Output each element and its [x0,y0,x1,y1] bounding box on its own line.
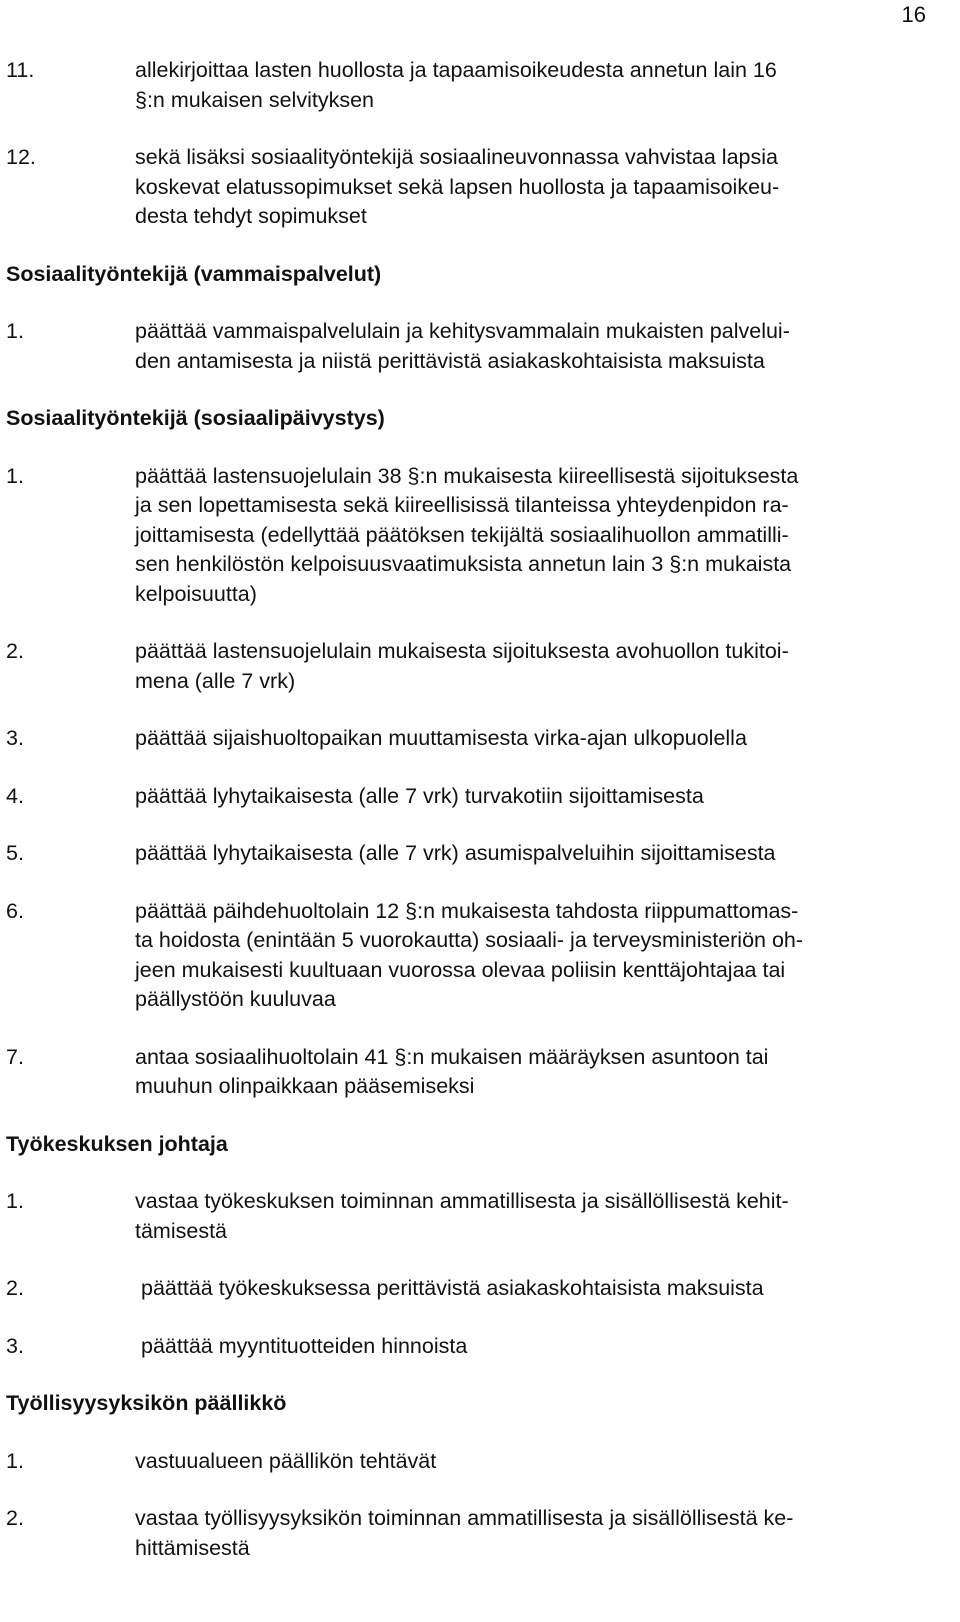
item-number: 12. [6,145,36,169]
list-item [6,1332,936,1362]
item-text: päättää sijaishuoltopaikan muuttamisesta virka-ajan ulkopuolella [135,726,747,750]
item-number: 2. [6,1506,24,1530]
item-text: päättää lyhytaikaisesta (alle 7 vrk) turvakotiin sijoittamisesta [135,783,704,808]
item-text: vastaa työkeskuksen toiminnan ammatillisesta ja sisällöllisestä kehit- tämisestä [135,1189,789,1243]
section-heading: Sosiaalityöntekijä (vammaispalvelut) [6,261,382,286]
item-text: päättää myyntituotteiden hinnoista [141,1333,468,1358]
section-heading: Työllisyysyksikön päällikkö [6,1391,287,1415]
list-item [6,782,936,812]
item-text: sekä lisäksi sosiaalityöntekijä sosiaalineuvonnassa vahvistaa lapsia koskevat elatussopimukset sekä lapsen huollosta ja tapaamisoikeu- desta tehdyt sopimukset [135,145,780,228]
item-text: päättää lastensuojelulain 38 §:n mukaisesta kiireellisestä sijoituksesta ja sen lopettamisesta sekä kiireellisissä tilanteissa yhteydenpidon ra- joittamisesta (edellyttää päätöksen tekijältä sosiaalihuollon ammatilli- sen henkilöstön kelpoisuusvaatimuksista annetun lain 3 §:n mukaista kelpoisuutta) [135,463,799,606]
list-item [6,637,936,696]
item-number: 11. [6,58,35,82]
item-number: 3. [6,726,24,750]
item-text: antaa sosiaalihuoltolain 41 §:n mukaisen määräyksen asuntoon tai muuhun olinpaikkaan pääsemiseksi [135,1044,769,1098]
page-number: 16 [901,2,926,27]
item-text: vastaa työllisyysyksikön toiminnan ammatillisesta ja sisällöllisestä ke- hittämisestä [135,1506,794,1560]
list-item [6,56,936,115]
list-item [6,1447,936,1477]
document-body [6,56,936,1591]
list-item [6,1504,936,1563]
item-text: päättää lyhytaikaisesta (alle 7 vrk) asumispalveluihin sijoittamisesta [135,841,776,865]
item-number: 1. [6,319,24,343]
list-item [6,1187,936,1246]
item-text: vastuualueen päällikön tehtävät [135,1448,437,1473]
section-heading: Sosiaalityöntekijä (sosiaalipäivystys) [6,406,385,430]
list-item [6,143,936,232]
item-number: 6. [6,898,24,923]
item-number: 1. [6,463,24,488]
item-number: 3. [6,1333,24,1358]
item-number: 1. [6,1189,24,1213]
list-item [6,724,936,754]
list-item [6,462,936,610]
list-item [6,1274,936,1304]
item-number: 5. [6,841,24,865]
list-item [6,839,936,869]
item-text: päättää vammaispalvelulain ja kehitysvammalain mukaisten palvelui- den antamisesta ja niistä perittävistä asiakaskohtaisista maksuista [135,319,790,373]
list-item [6,897,936,1015]
list-item [6,1043,936,1102]
item-number: 4. [6,783,24,808]
item-text: päättää lastensuojelulain mukaisesta sijoituksesta avohuollon tukitoi- mena (alle 7 vrk) [135,639,789,693]
item-number: 2. [6,639,24,663]
item-number: 7. [6,1044,24,1069]
item-number: 2. [6,1276,24,1300]
item-text: allekirjoittaa lasten huollosta ja tapaamisoikeudesta annetun lain 16 §:n mukaisen selvityksen [135,58,777,112]
item-text: päättää päihdehuoltolain 12 §:n mukaisesta tahdosta riippumattomas- ta hoidosta (enintään 5 vuorokautta) sosiaali- ja terveysministeriön oh- jeen mukaisesti kuultuaan vuorossa olevaa poliisin kenttäjohtajaa tai päällystöön kuuluvaa [135,898,804,1011]
list-item [6,317,936,376]
section-heading: Työkeskuksen johtaja [6,1131,228,1156]
item-text: päättää työkeskuksessa perittävistä asiakaskohtaisista maksuista [141,1276,764,1300]
item-number: 1. [6,1448,24,1473]
